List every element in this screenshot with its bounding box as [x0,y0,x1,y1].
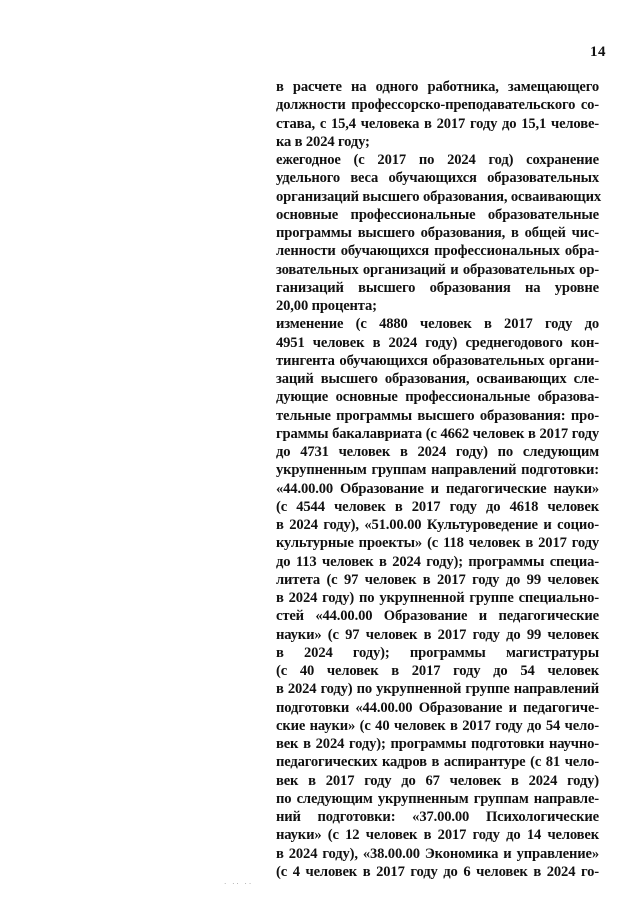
body-line: стей «44.00.00 Образование и педагогические [276,608,599,625]
body-line: «44.00.00 Образование и педагогические науки» [276,480,599,497]
body-line: век в 2017 году до 67 человек в 2024 году) [276,772,599,789]
body-line: должности профессорско-преподавательского со- [276,97,599,114]
body-line: организаций высшего образования, осваивающих [276,188,601,205]
body-line: подготовки «44.00.00 Образование и педагогиче- [276,699,599,716]
body-line: дующие основные профессиональные образова- [276,389,599,406]
body-line: ний подготовки: «37.00.00 Психологические [276,809,599,825]
body-line: удельного веса обучающихся образовательных [276,170,599,187]
body-line: укрупненным группам направлений подготовки: [276,462,599,479]
body-line: в 2024 году), «51.00.00 Культуроведение и социо- [276,517,599,533]
body-line: (с 40 человек в 2017 году до 54 человек [276,663,599,679]
body-line: век в 2024 году); программы подготовки научно- [276,736,599,752]
body-line: культурные проекты» (с 118 человек в 2017 году [276,535,599,552]
body-line: ганизаций высшего образования на уровне [276,279,599,296]
page-number: 14 [590,44,606,60]
body-line: педагогических кадров в аспирантуре (с 81 чело- [276,754,599,771]
body-line: в расчете на одного работника, замещающего [276,79,599,95]
body-line: (с 4544 человек в 2017 году до 4618 человек [276,498,599,515]
body-line: до 4731 человек в 2024 году) по следующим [276,444,599,460]
body-line: ка в 2024 году; [276,133,370,150]
body-line: тельные программы высшего образования: про- [276,407,599,424]
body-line: в 2024 году), «38.00.00 Экономика и управление» [276,845,599,862]
body-line: граммы бакалавриата (с 4662 человек в 2017 году [276,425,599,442]
body-text [276,78,599,881]
body-line: науки» (с 97 человек в 2017 году до 99 человек [276,626,599,643]
body-line: программы высшего образования, в общей чис- [276,225,599,241]
body-line: 4951 человек в 2024 году) среднегодового кон- [276,334,599,351]
body-line: в 2024 году); программы магистратуры [276,644,599,661]
body-line: (с 4 человек в 2017 году до 6 человек в 2024 го- [276,863,599,880]
body-line: в 2024 году) по укрупненной группе специально- [276,590,599,606]
body-line: ежегодное (с 2017 по 2024 год) сохранение [276,152,599,168]
body-line: изменение (с 4880 человек в 2017 году до [276,316,599,333]
body-line: до 113 человек в 2024 году); программы специа- [276,553,599,570]
body-line: ленности обучающихся профессиональных обра- [276,243,599,260]
body-line: зовательных организаций и образовательных ор- [276,261,599,278]
body-line: науки» (с 12 человек в 2017 году до 14 человек [276,827,599,844]
body-line: тингента обучающихся образовательных органи- [276,352,599,369]
body-line: 20,00 процента; [276,298,377,314]
body-line: в 2024 году) по укрупненной группе направлений [276,681,599,698]
body-line: по следующим укрупненным группам направле- [276,790,599,807]
body-line: става, с 15,4 человека в 2017 году до 15,1 челове- [276,115,599,132]
body-line: заций высшего образования, осваивающих сле- [276,371,599,387]
body-line: ские науки» (с 40 человек в 2017 году до 54 чело- [276,717,599,734]
body-line: литета (с 97 человек в 2017 году до 99 человек [276,571,599,588]
body-line: основные профессиональные образовательные [276,206,599,223]
scan-artifact: · ·· ·· [224,880,254,888]
